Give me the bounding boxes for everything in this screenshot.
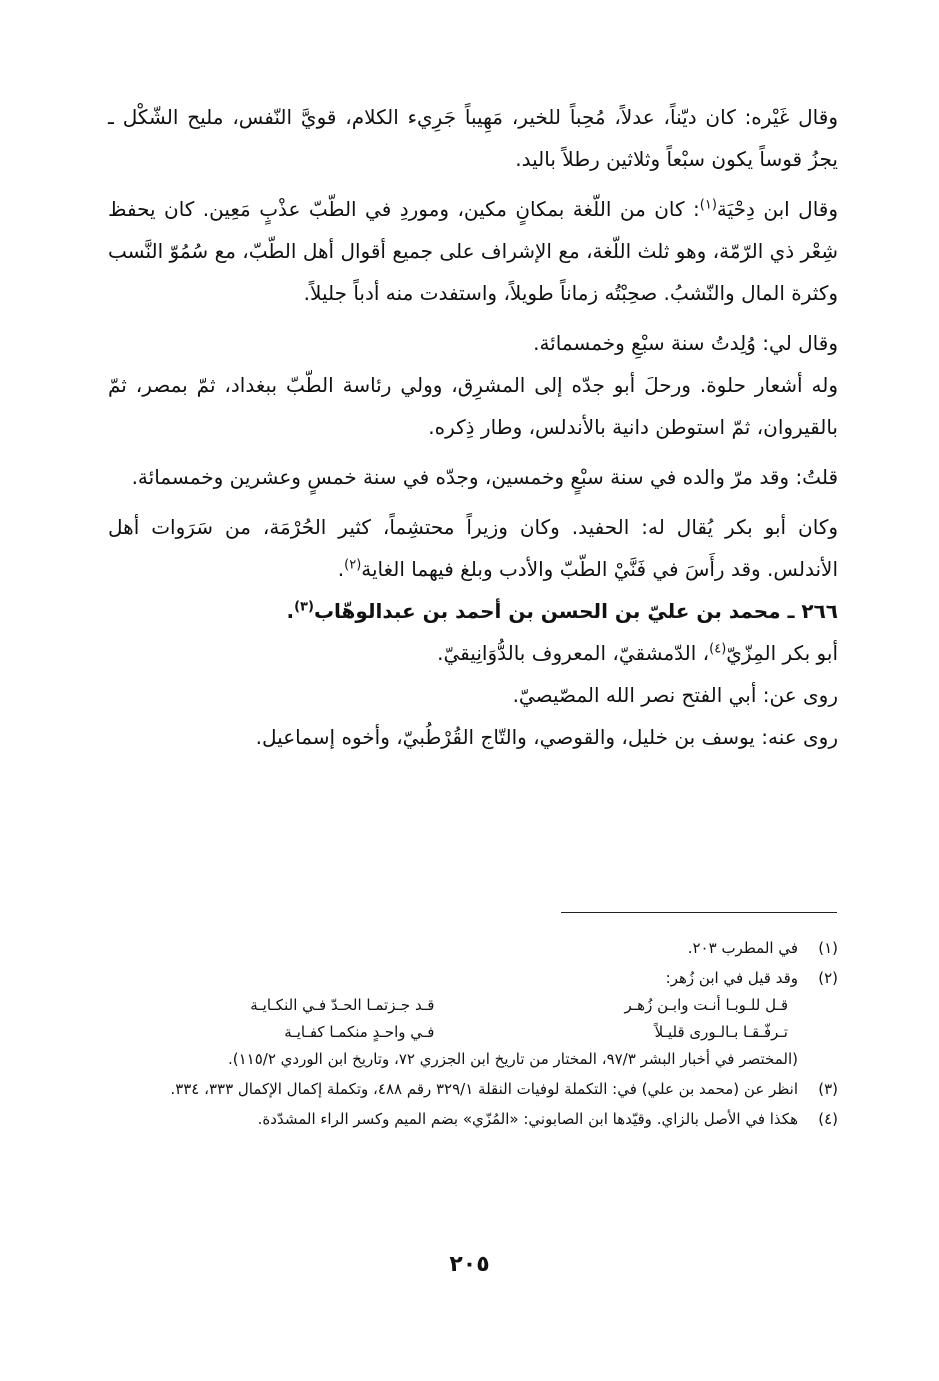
paragraph-1 (108, 96, 838, 180)
poem-line-2 (108, 1019, 788, 1046)
entry-heading (108, 590, 838, 632)
entry-title-end: . (286, 599, 295, 623)
footnote-1 (108, 935, 838, 962)
entry-line-1 (108, 632, 838, 674)
footnote-3-number: (٣) (818, 1080, 838, 1098)
main-text (108, 96, 838, 758)
paragraph-1-text: وقال غَيْره: كان ديّناً، عدلاً، مُحِباً للخير، مَهِيباً جَرِيء الكلام، قويَّ النّفس، مليح الشّكْل ـ يجزُ قوساً يكون سبْعاً وثلاثين رطلاً باليد. (108, 105, 838, 171)
footnote-2-sources: (المختصر في أخبار البشر ٩٧/٣، المختار من تاريخ ابن الجزري ٧٢، وتاريخ ابن الوردي ١١٥/٢). (227, 1050, 798, 1068)
footnote-4-number: (٤) (818, 1110, 838, 1128)
poem-line-2-second-hemistich: فـي واحـدٍ منكمـا كفـايـة (284, 1023, 435, 1041)
poem (108, 992, 798, 1046)
paragraph-3-text: وقال لي: وُلِدتُ سنة سبْعِ وخمسمائة. (533, 331, 838, 355)
entry-line-2 (108, 674, 838, 716)
footnote-ref-3: (٣) (294, 599, 314, 615)
paragraph-6 (108, 506, 838, 590)
paragraph-5 (108, 456, 838, 498)
paragraph-2 (108, 188, 838, 314)
entry-line-1-lead: أبو بكر المِزّيّ (726, 641, 838, 665)
footnote-divider (561, 912, 837, 913)
footnote-3-text: انظر عن (محمد بن علي) في: التكملة لوفيات النقلة ٣٢٩/١ رقم ٤٨٨، وتكملة إكمال الإكمال ٣٣٣، ٣٣٤. (170, 1080, 798, 1098)
poem-line-1-first-hemistich: قـل للـوبـا أنـت وابـن زُهـر (624, 996, 788, 1014)
footnote-4 (108, 1106, 838, 1133)
footnote-1-text: في المطرب ٢٠٣. (687, 939, 798, 957)
poem-line-2-first-hemistich: تـرفّـقـا بـالـورى قليـلاً (654, 1023, 788, 1041)
footnote-4-text: هكذا في الأصل بالزاي. وقيّدها ابن الصابوني: «المُزّي» بضم الميم وكسر الراء المشدّدة. (257, 1110, 798, 1128)
footnote-1-number: (١) (818, 939, 838, 957)
paragraph-2-rest: : كان من اللّغة بمكانٍ مكين، وموردِ في الطّبّ عذْبٍ مَعِين. كان يحفظ شِعْر ذي الرّمّة، وهو ثلث اللّغة، مع الإشراف على جميع أقوال أهل الطّبّ، مع سُمُوّ النَّسب وكثرة المال والنّشبُ. صحِبْتُه زماناً طويلاً، واستفدت منه أدباً جليلاً. (108, 197, 838, 305)
footnote-3 (108, 1076, 838, 1103)
footnote-2 (108, 965, 838, 1073)
entry-line-3-text: روى عنه: يوسف بن خليل، والقوصي، والتّاج القُرْطُبيّ، وأخوه إسماعيل. (255, 725, 838, 749)
footnote-ref-1: (١) (699, 197, 717, 213)
paragraph-4-text: وله أشعار حلوة. ورحلَ أبو جدّه إلى المشرِق، وولي رئاسة الطّبّ ببغداد، ثمّ بمصر، ثمّ بالقيروان، ثمّ استوطن دانية بالأندلس، وطار ذِكره. (108, 373, 838, 439)
footnote-ref-2: (٢) (344, 557, 362, 573)
footnote-2-number: (٢) (818, 969, 838, 987)
paragraph-5-text: قلتُ: وقد مرّ والده في سنة سبْعٍ وخمسين، وجدّه في سنة خمسٍ وعشرين وخمسمائة. (131, 465, 838, 489)
footnote-2-body (108, 965, 798, 1073)
footnote-ref-4: (٤) (709, 641, 727, 657)
entry-title-text: ٢٦٦ ـ محمد بن عليّ بن الحسن بن أحمد بن عبدالوهّاب (313, 599, 838, 623)
poem-line-1-second-hemistich: قـد جـزتمـا الحـدّ فـي النكـايـة (250, 996, 435, 1014)
paragraph-6-end: . (337, 557, 345, 581)
footnote-2-intro: وقد قيل في ابن زُهر: (665, 969, 798, 987)
page-number: ٢٠٥ (449, 1252, 490, 1277)
entry-line-1-rest: ، الدّمشقيّ، المعروف بالدُّوَانِيقيّ. (437, 641, 710, 665)
entry-line-3 (108, 716, 838, 758)
paragraph-3 (108, 322, 838, 364)
entry-line-2-text: روى عن: أبي الفتح نصر الله المصّيصيّ. (512, 683, 838, 707)
paragraph-6-text: وكان أبو بكر يُقال له: الحفيد. وكان وزيراً محتشِماً، كثير الحُرْمَة، من سَرَوات أهل الأندلس. وقد رأَسَ في فَنَّيْ الطّبّ والأدب وبلغ فيهما الغاية (108, 515, 838, 581)
poem-line-1 (108, 992, 788, 1019)
footnotes (108, 935, 838, 1136)
paragraph-4 (108, 364, 838, 448)
paragraph-2-lead: وقال ابن دِحْيَة (716, 197, 839, 221)
